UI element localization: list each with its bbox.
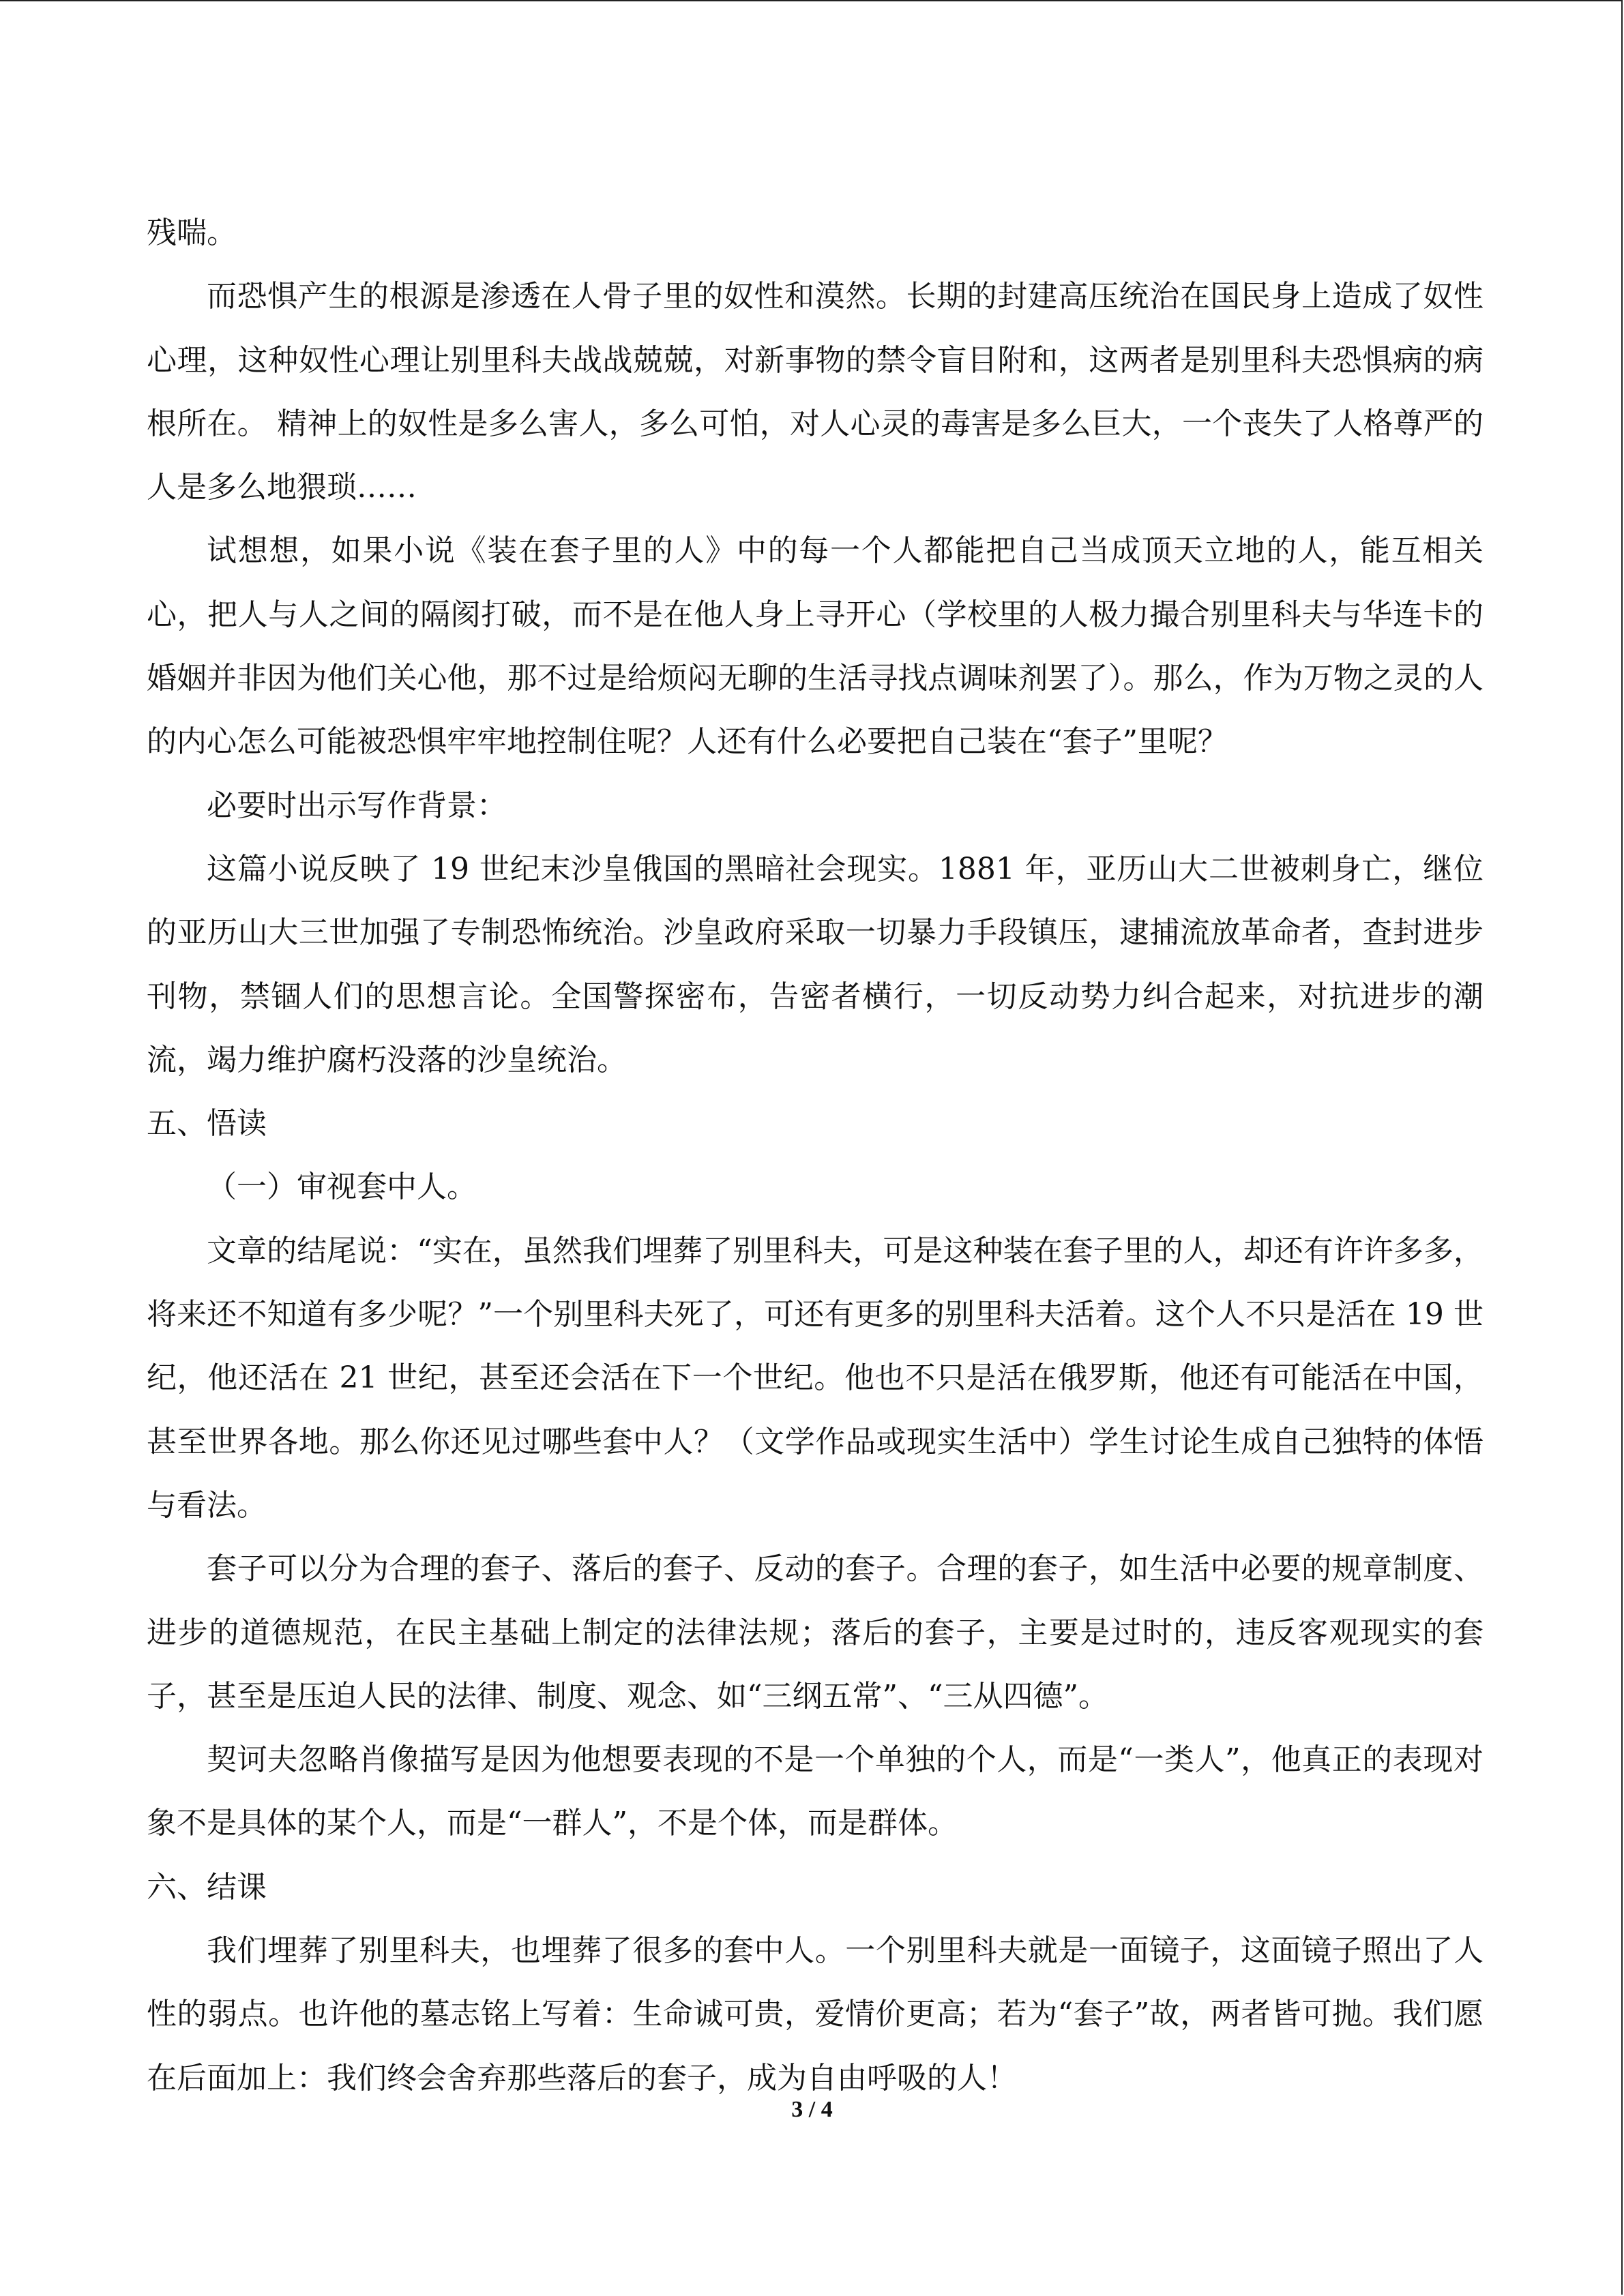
paragraph-cases: 套子可以分为合理的套子、落后的套子、反动的套子。合理的套子，如生活中必要的规章制度、进步的道德规范，在民主基础上制定的法律法规；落后的套子，主要是过时的，违反客观现实的套子，甚至是压迫人民的法律、制度、观念、如“三纲五常”、“三从四德”。 (147, 1551, 1483, 1714)
document-body (147, 201, 1483, 2110)
paragraph-imagine: 试想想，如果小说《装在套子里的人》中的每一个人都能把自己当成顶天立地的人，能互相关心，把人与人之间的隔阂打破，而不是在他人身上寻开心（学校里的人极力撮合别里科夫与华连卡的婚姻并非因为他们关心他，那不过是给烦闷无聊的生活寻找点调味剂罢了）。那么，作为万物之灵的人的内心怎么可能被恐惧牢牢地控制住呢？人还有什么必要把自己装在“套子”里呢？ (147, 533, 1483, 760)
paragraph-chekhov: 契诃夫忽略肖像描写是因为他想要表现的不是一个单独的个人，而是“一类人”，他真正的表现对象不是具体的某个人，而是“一群人”，不是个体，而是群体。 (147, 1742, 1483, 1841)
paragraph-ending: 文章的结尾说：“实在，虽然我们埋葬了别里科夫，可是这种装在套子里的人，却还有许许多多，将来还不知道有多少呢？”一个别里科夫死了，可还有更多的别里科夫活着。这个人不只是活在 19 世纪，他还活在 21 世纪，甚至还会活在下一个世纪。他也不只是活在俄罗斯，他还有可能活在中国，甚至世界各地。那么你还见过哪些套中人？（文学作品或现实生活中）学生讨论生成自己独特的体悟与看法。 (147, 1233, 1483, 1523)
paragraph-continuation: 残喘。 (147, 215, 237, 250)
paragraph-background: 这篇小说反映了 19 世纪末沙皇俄国的黑暗社会现实。1881 年，亚历山大二世被刺身亡，继位的亚历山大三世加强了专制恐怖统治。沙皇政府采取一切暴力手段镇压，逮捕流放革命者，查封进步刊物，禁锢人们的思想言论。全国警探密布，告密者横行，一切反动势力纠合起来，对抗进步的潮流，竭力维护腐朽没落的沙皇统治。 (147, 851, 1483, 1077)
page-number: 3 / 4 (791, 2097, 833, 2122)
subsection-heading-1: （一）审视套中人。 (207, 1169, 477, 1205)
paragraph-background-label: 必要时出示写作背景： (207, 788, 507, 823)
paragraph-conclusion: 我们埋葬了别里科夫，也埋葬了很多的套中人。一个别里科夫就是一面镜子，这面镜子照出了人性的弱点。也许他的墓志铭上写着：生命诚可贵，爱情价更高；若为“套子”故，两者皆可抛。我们愿在后面加上：我们终会舍弃那些落后的套子，成为自由呼吸的人！ (147, 1933, 1484, 2096)
section-heading-6: 六、结课 (147, 1869, 267, 1905)
paragraph-fear-root: 而恐惧产生的根源是渗透在人骨子里的奴性和漠然。长期的封建高压统治在国民身上造成了奴性心理，这种奴性心理让别里科夫战战兢兢，对新事物的禁令盲目附和，这两者是别里科夫恐惧病的病根所在。 精神上的奴性是多么害人，多么可怕，对人心灵的毒害是多么巨大，一个丧失了人格尊严的人是多么地猥琐…… (147, 279, 1483, 505)
section-heading-5: 五、悟读 (147, 1106, 267, 1142)
